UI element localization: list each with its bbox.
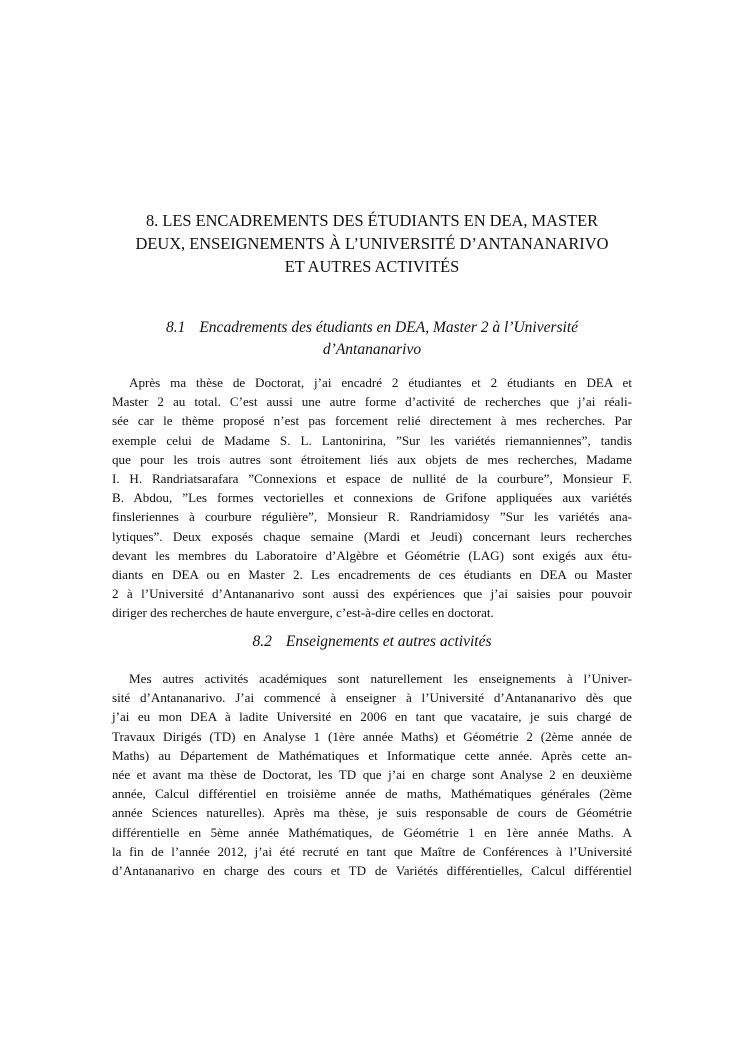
text-line: I. H. Randriatsarafara ”Connexions et espace de nullité de la courbure”, Monsieur F. xyxy=(112,470,632,486)
text-line: d’Antananarivo en charge des cours et TD de Variétés différentielles, Calcul différentiel xyxy=(112,862,632,878)
paragraph xyxy=(112,373,632,622)
text-line: devant les membres du Laboratoire d’Algèbre et Géométrie (LAG) sont exigés aux étu- xyxy=(112,547,632,563)
text-line: exemple celui de Madame S. L. Lantonirina, ”Sur les variétés riemanniennes”, tandis xyxy=(112,432,632,448)
text-line: année, Calcul différentiel en troisième année de maths, Mathématiques générales (2ème xyxy=(112,786,632,802)
text-line: Travaux Dirigés (TD) en Analyse 1 (1ère année Maths) et Géométrie 2 (2ème année de xyxy=(112,728,632,744)
section-title-text: d’Antananarivo xyxy=(322,341,422,358)
text-line: que pour les trois autres sont étroitement liés aux objets de mes recherches, Madame xyxy=(112,451,632,467)
text-line: finsleriennes à courbure régulière”, Monsieur R. Randriamidosy ”Sur les variétés ana- xyxy=(112,509,632,525)
chapter-title-line: 8. LES ENCADREMENTS DES ÉTUDIANTS EN DEA, MASTER xyxy=(145,211,599,230)
section-title-text: Enseignements et autres activités xyxy=(285,633,492,650)
text-line: lytiques”. Deux exposés chaque semaine (Mardi et Jeudi) concernant leurs recherches xyxy=(112,528,632,544)
section-title-text: Encadrements des étudiants en DEA, Master 2 à l’Université xyxy=(199,319,579,336)
text-line: j’ai eu mon DEA à ladite Université en 2006 en tant que vacataire, je suis chargé de xyxy=(112,709,632,725)
text-line: sité d’Antananarivo. J’ai commencé à enseigner à l’Université d’Antananarivo dès que xyxy=(112,690,632,706)
section-title xyxy=(112,631,632,653)
text-line: année Sciences naturelles). Après ma thèse, je suis responsable de cours de Géométrie xyxy=(112,805,632,821)
text-line: diants en DEA ou en Master 2. Les encadrements de ces étudiants en DEA ou Master xyxy=(112,566,632,582)
section-number: 8.2 xyxy=(252,633,272,650)
text-line: Après ma thèse de Doctorat, j’ai encadré 2 étudiantes et 2 étudiants en DEA et xyxy=(129,375,632,390)
text-line: B. Abdou, ”Les formes vectorielles et connexions de Grifone appliquées aux variétés xyxy=(112,490,632,506)
text-line: sée car le thème proposé n’est pas forcement relié directement à mes recherches. Par xyxy=(112,413,632,429)
section-title xyxy=(112,317,632,361)
text-line: différentielle en 5ème année Mathématiques, de Géométrie 1 en 1ère année Maths. A xyxy=(112,824,632,840)
chapter-title-line: DEUX, ENSEIGNEMENTS À L’UNIVERSITÉ D’ANTANANARIVO xyxy=(135,234,609,253)
text-line: la fin de l’année 2012, j’ai été recruté en tant que Maître de Conférences à l’Université xyxy=(112,843,632,859)
chapter-title xyxy=(112,209,632,278)
text-line: née et avant ma thèse de Doctorat, les TD que j’ai en charge sont Analyse 2 en deuxième xyxy=(112,766,632,782)
chapter-title-line: ET AUTRES ACTIVITÉS xyxy=(284,257,460,276)
text-line: 2 à l’Université d’Antananarivo sont aussi des expériences que j’ai saisies pour pouvoir xyxy=(112,586,632,602)
text-line: Master 2 au total. C’est aussi une autre forme d’activité de recherches que j’ai réali- xyxy=(112,394,632,410)
text-line: Mes autres activités académiques sont naturellement les enseignements à l’Univer- xyxy=(129,671,632,686)
text-line: Maths) au Département de Mathématiques et Informatique cette année. Après cette an- xyxy=(112,747,632,763)
section-number: 8.1 xyxy=(165,319,186,336)
paragraph xyxy=(112,669,632,880)
text-line: diriger des recherches de haute envergure, c’est-à-dire celles en doctorat. xyxy=(112,605,494,621)
